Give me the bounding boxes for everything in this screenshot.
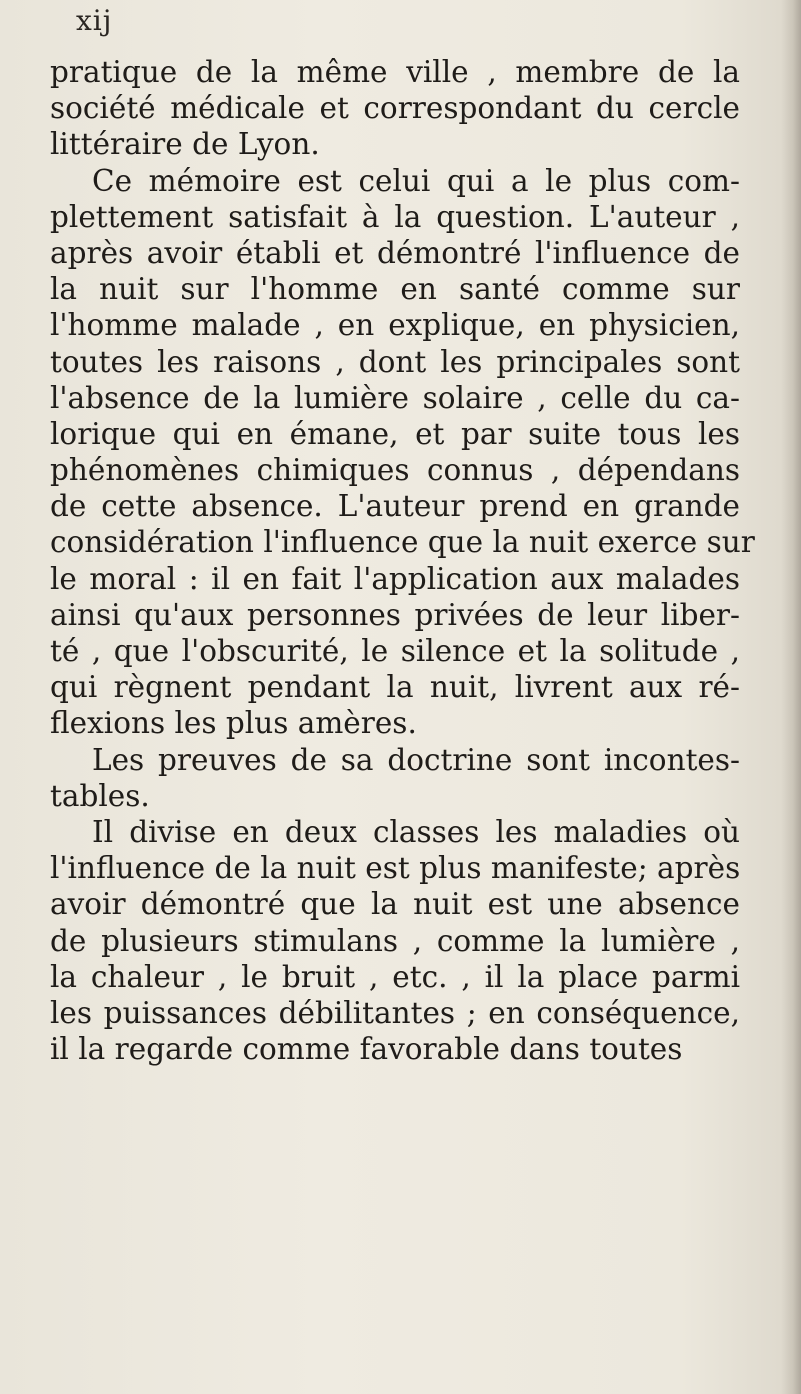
- text-line: la chaleur , le bruit , etc. , il la place parmi: [50, 959, 740, 994]
- text-line: littéraire de Lyon.: [50, 127, 320, 162]
- text-line: avoir démontré que la nuit est une absence: [50, 887, 740, 922]
- paragraph: [50, 54, 740, 163]
- text-line: té , que l'obscurité, le silence et la solitude ,: [50, 634, 740, 668]
- text-line: Ce mémoire est celui qui a le plus com-: [92, 163, 740, 198]
- text-line: de plusieurs stimulans , comme la lumière ,: [50, 923, 740, 958]
- paragraph: [50, 163, 755, 742]
- text-line: l'absence de la lumière solaire , celle du ca-: [50, 380, 740, 415]
- paragraph: [50, 742, 740, 814]
- text-line: considération l'influence que la nuit exerce sur: [50, 525, 755, 560]
- text-line: l'influence de la nuit est plus manifeste; après: [50, 851, 741, 886]
- text-line: il la regarde comme favorable dans toutes: [50, 1032, 683, 1067]
- text-line: la nuit sur l'homme en santé comme sur: [50, 272, 740, 307]
- body-text: [50, 54, 755, 1067]
- text-line: phénomènes chimiques connus , dépendans: [50, 453, 740, 488]
- text-line: ainsi qu'aux personnes privées de leur liber-: [50, 597, 740, 632]
- text-line: pratique de la même ville , membre de la: [50, 55, 740, 89]
- text-line: le moral : il en fait l'application aux malades: [50, 561, 740, 596]
- text-line: tables.: [50, 778, 150, 813]
- page-folio: xij: [76, 4, 113, 37]
- text-line: Les preuves de sa doctrine sont incontes-: [92, 742, 740, 777]
- paragraph: [50, 814, 740, 1067]
- text-line: toutes les raisons , dont les principales sont: [50, 344, 740, 379]
- text-line: flexions les plus amères.: [50, 706, 417, 741]
- text-line: l'homme malade , en explique, en physicien,: [50, 308, 740, 343]
- text-line: de cette absence. L'auteur prend en grande: [50, 489, 740, 524]
- text-line: société médicale et correspondant du cercle: [50, 91, 740, 126]
- text-line: plettement satisfait à la question. L'auteur ,: [50, 199, 740, 234]
- text-line: qui règnent pendant la nuit, livrent aux ré-: [50, 670, 740, 705]
- text-line: Il divise en deux classes les maladies où: [92, 814, 740, 849]
- text-line: les puissances débilitantes ; en conséquence,: [50, 995, 740, 1030]
- text-line: lorique qui en émane, et par suite tous les: [50, 416, 740, 451]
- text-line: après avoir établi et démontré l'influence de: [50, 235, 740, 270]
- page-edge-shadow: [781, 0, 801, 1394]
